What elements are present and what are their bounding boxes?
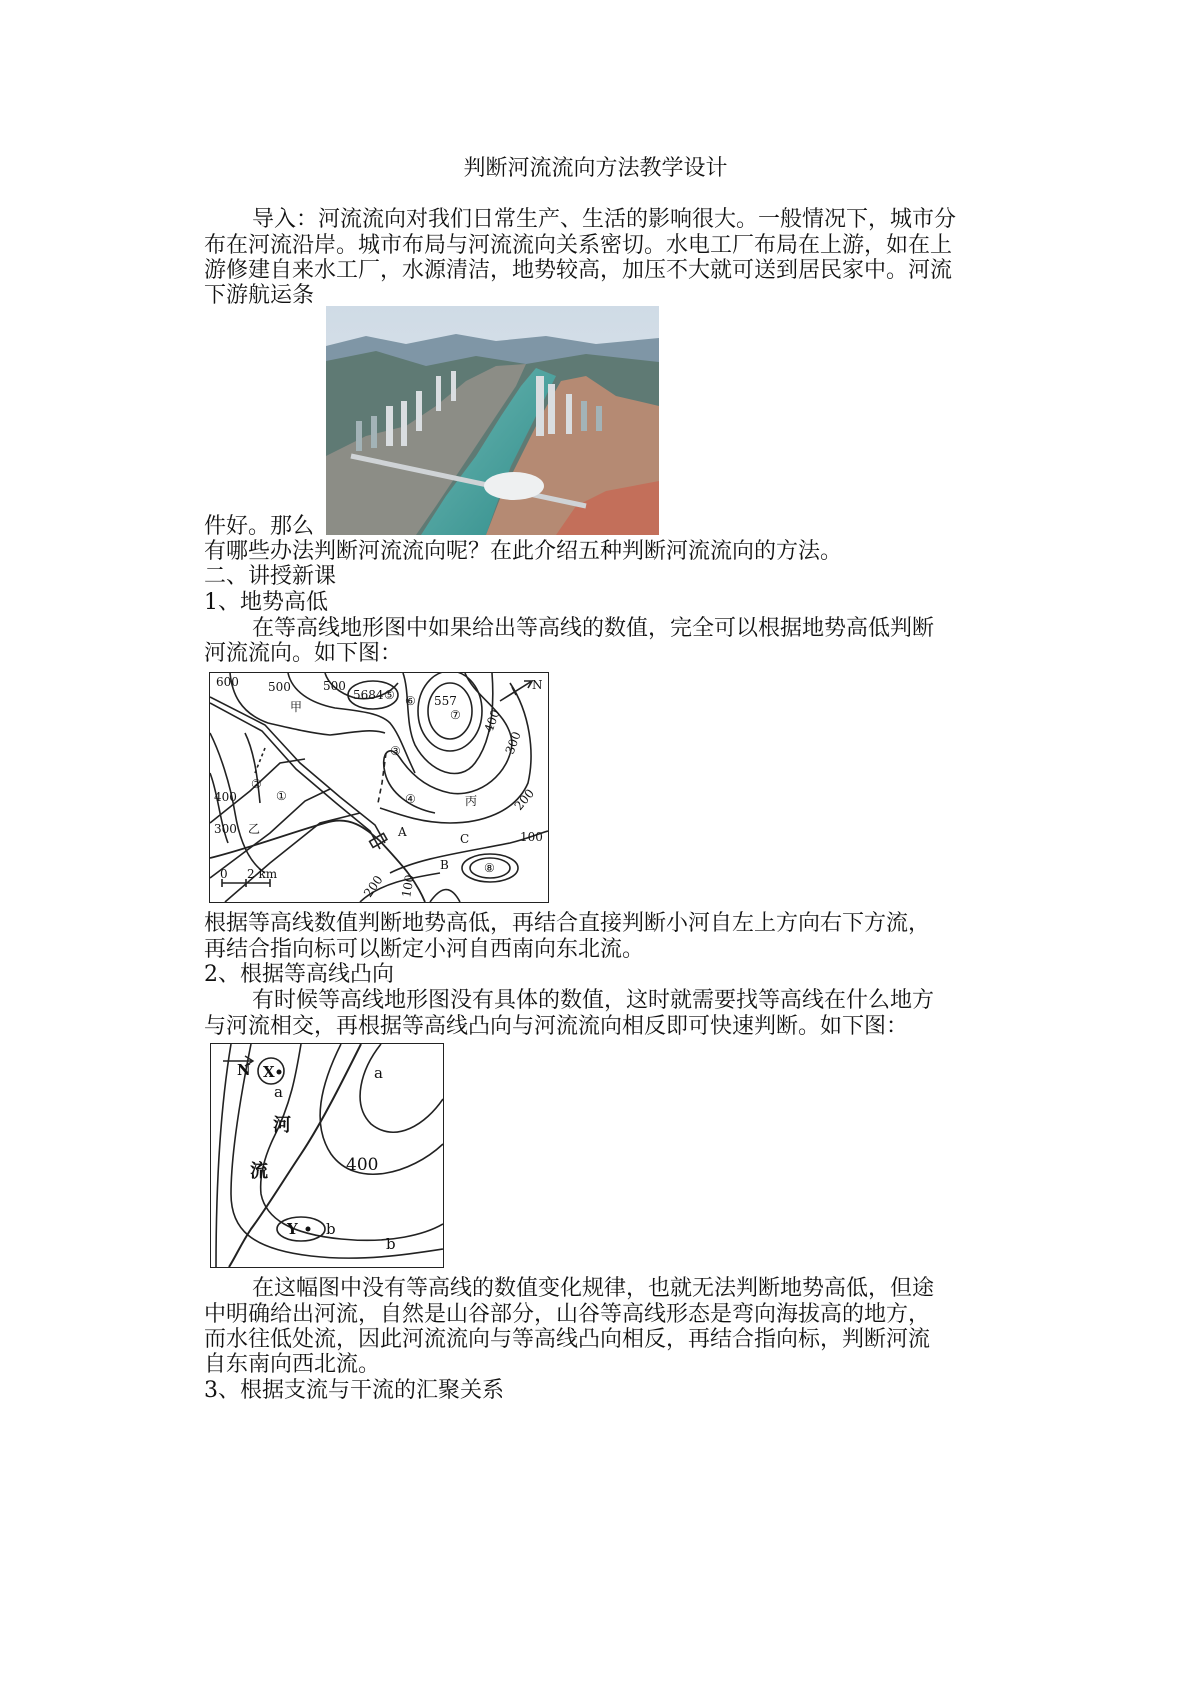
map-label: 甲 bbox=[290, 700, 303, 714]
document-title: 判断河流流向方法教学设计 bbox=[463, 156, 728, 181]
method-2-after-1: 在这幅图中没有等高线的数值变化规律，也就无法判断地势高低，但途 bbox=[252, 1276, 935, 1301]
map-label: 400 bbox=[346, 1155, 379, 1175]
map-label: 200 bbox=[511, 786, 538, 813]
method-2-after-4: 自东南向西北流。 bbox=[204, 1352, 381, 1377]
method-1-text-2: 河流流向。如下图： bbox=[204, 641, 403, 666]
map-label: N bbox=[532, 678, 543, 692]
map-label: ⑧ bbox=[484, 861, 495, 875]
method-2-after-3: 而水往低处流，因此河流流向与等高线凸向相反，再结合指向标，判断河流 bbox=[204, 1327, 931, 1352]
map-label: b bbox=[386, 1235, 396, 1253]
map-label: 500 bbox=[268, 680, 291, 694]
map-label: 557 bbox=[434, 694, 457, 708]
map-label: ⑥ bbox=[405, 694, 416, 708]
map-label: 600 bbox=[216, 675, 239, 689]
map-label: ③ bbox=[390, 744, 401, 758]
method-2-text-1: 有时候等高线地形图没有具体的数值，这时就需要找等高线在什么地方 bbox=[252, 988, 935, 1013]
map-label: Y bbox=[287, 1220, 298, 1238]
method-1-after-2: 再结合指向标可以断定小河自西南向东北流。 bbox=[204, 937, 645, 962]
map-label: 500 bbox=[323, 679, 346, 693]
map-label: 300 bbox=[214, 822, 237, 836]
map-label: 丙 bbox=[465, 794, 478, 808]
city-river-photo bbox=[326, 306, 659, 535]
map-label: 5684 bbox=[353, 688, 384, 702]
map-label: 流 bbox=[250, 1161, 268, 1182]
map-label: 100 bbox=[399, 873, 417, 899]
contour-bend-map bbox=[210, 1043, 444, 1268]
method-2-text-2: 与河流相交，再根据等高线凸向与河流流向相反即可快速判断。如下图： bbox=[204, 1014, 909, 1039]
method-1-after-1: 根据等高线数值判断地势高低，再结合直接判断小河自左上方向右下方流， bbox=[204, 911, 931, 936]
map-label: ④ bbox=[405, 792, 416, 806]
map-label: ⑦ bbox=[450, 708, 461, 722]
map-label: 400 bbox=[214, 790, 237, 804]
map-label: a bbox=[274, 1083, 283, 1101]
map-label: ② bbox=[251, 777, 262, 791]
intro-line-2: 布在河流沿岸。城市布局与河流流向关系密切。水电工厂布局在上游，如在上 bbox=[204, 233, 953, 258]
section-2-heading: 二、讲授新课 bbox=[204, 564, 337, 589]
map-label: ⑤ bbox=[384, 688, 395, 702]
map-label: B bbox=[440, 858, 449, 872]
map-label: 河 bbox=[273, 1115, 291, 1136]
map-label: 300 bbox=[502, 729, 524, 757]
map-label: A bbox=[398, 825, 407, 839]
method-1-heading: 1、地势高低 bbox=[204, 590, 328, 615]
intro-line-5: 件好。那么 bbox=[204, 514, 315, 539]
map-label: N bbox=[237, 1061, 251, 1079]
map-label: ① bbox=[276, 789, 287, 803]
map-label: 2 km bbox=[247, 867, 278, 881]
map-label: 200 bbox=[360, 872, 386, 900]
method-2-after-2: 中明确给出河流，自然是山谷部分，山谷等高线形态是弯向海拔高的地方， bbox=[204, 1302, 931, 1327]
intro-line-3: 游修建自来水工厂，水源清洁，地势较高，加压不大就可送到居民家中。河流 bbox=[204, 258, 953, 283]
method-1-text-1: 在等高线地形图中如果给出等高线的数值，完全可以根据地势高低判断 bbox=[252, 616, 935, 641]
contour-map-with-values bbox=[209, 672, 549, 903]
map-label: 400 bbox=[481, 707, 503, 735]
map-label: 0 bbox=[220, 867, 228, 881]
map-label: X bbox=[263, 1063, 275, 1081]
method-2-heading: 2、根据等高线凸向 bbox=[204, 962, 394, 987]
map-label: 乙 bbox=[248, 822, 261, 836]
map-label: b bbox=[326, 1220, 336, 1238]
map-label: C bbox=[460, 832, 470, 846]
map-label: a bbox=[374, 1064, 383, 1082]
intro-line-6: 有哪些办法判断河流流向呢？在此介绍五种判断河流流向的方法。 bbox=[204, 539, 843, 564]
intro-line-4: 下游航运条 bbox=[204, 283, 315, 308]
method-3-heading: 3、根据支流与干流的汇聚关系 bbox=[204, 1378, 504, 1403]
intro-line-1: 导入：河流流向对我们日常生产、生活的影响很大。一般情况下，城市分 bbox=[252, 207, 957, 232]
map-label: 100 bbox=[520, 830, 543, 844]
